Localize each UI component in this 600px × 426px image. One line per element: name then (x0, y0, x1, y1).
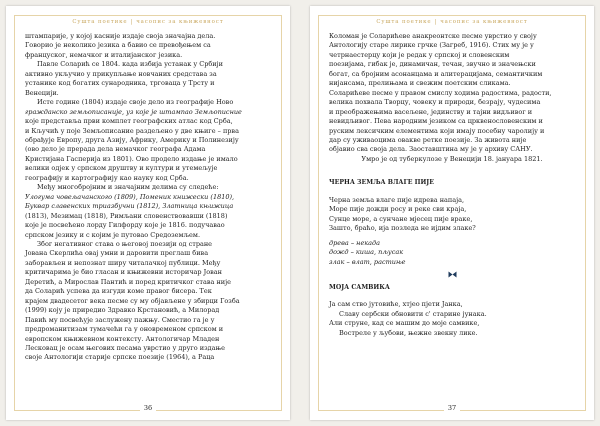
header-journal-subtitle: часопис за књижевност (440, 19, 528, 25)
text-line: поезијама, гибак је, динамичан, течан, звучно и значењски (329, 60, 536, 69)
header-journal-title: Сушта поетике (72, 19, 128, 25)
text-line: Исте године (1804) издаје своје дело из географије Ново (37, 98, 234, 107)
text-line: и преображењима васељене, јединству и тајни видљивог и (329, 107, 533, 116)
text-line: крајем двадесетог века песме су му објављене у збирци Гозба (25, 296, 240, 305)
text-line: Коломан је Соларићеве анакреонтске песме уврстио у своју (329, 32, 537, 40)
text-line: руским лексичким елементима који имају посебну чаролију и (329, 126, 545, 135)
paragraph (25, 60, 271, 98)
poem-line: Ја сам ство јутовиће, хтјео пјети Јанка, (329, 300, 463, 309)
text-line: предроманитизам тумачећи га у оновременом српском и (25, 325, 224, 334)
header-separator: | (130, 19, 134, 25)
paragraph (25, 240, 271, 363)
text-line: и Кључић у поје Земљописание раздељено у две књиге – прва (25, 126, 239, 135)
text-line: француског, немачког и италијанског језика. (25, 50, 183, 59)
text-line: велики одјек у српском друштву и култури и утемељује (25, 164, 218, 173)
page-number: 36 (15, 404, 281, 412)
gloss-line: дожд – киша, пљусак (329, 248, 404, 257)
left-page-content (25, 32, 271, 363)
text-line: своје Антологији старије српске поезије (1964), а Раца (25, 353, 215, 362)
text-line: Букваp славенских триазбучни (1812), Златница књижица (25, 202, 234, 211)
text-line: Међу многобројним и значајним делима су следеће: (37, 183, 219, 192)
text-line: невидљивог. Пева народним језиком са црквенословенским и (329, 117, 543, 126)
text-line: (1813), Мезимац (1818), Римљани словенствовавши (1818) (25, 211, 228, 220)
poem-line: Востреле у љубови, њежне звекну лике. (339, 328, 478, 337)
text-line: Деретић, а Мирослав Пантић и поред критичког става није (25, 277, 232, 286)
poem-line: Черна земља влаге пије идрева напаја, (329, 195, 465, 204)
poem-line: Али струне, кад се машим до моје самвике, (329, 319, 480, 328)
page-number: 37 (319, 404, 585, 412)
header-journal-title: Сушта поетике (376, 19, 432, 25)
text-line: критичарима је био гласан и књижевни историчар Јован (25, 268, 222, 277)
text-line: (ово дело је прерада дела немачког географа Адама (25, 145, 206, 154)
text-line: да Соларић успева да изгуди коме правог бисера. Тек (25, 287, 212, 296)
text-line: Јована Скерлића овај умни и даровити преглаш бива (25, 249, 209, 258)
text-line: дар су уживаоцима овакве ретке поезије. За живота није (329, 135, 527, 144)
running-header (15, 19, 281, 25)
text-line: заборављен и непознат ширу читалачкој публици. Међу (25, 258, 221, 267)
paragraph (25, 98, 271, 183)
text-line: устанике код богатих сународника, трговаца у Трсту и (25, 79, 215, 88)
poem-line: Зашто, браћо, ија позледа не ијдим злаке? (329, 224, 476, 233)
text-line: Павле Соларић се 1804. када избија устанак у Србији (37, 60, 223, 69)
text-line: гражданско земљописаније, уз које је штампао Земљописние (25, 107, 242, 116)
header-journal-subtitle: часопис за књижевност (136, 19, 224, 25)
text-line: Улогума човељачанского (1809), Поменик книжески (1810), (25, 192, 235, 201)
running-header (319, 19, 585, 25)
paragraph (329, 32, 575, 155)
text-line: нијансама, прелињама и свежим поетским сликама. (329, 79, 511, 88)
text-line: Соларићеве песме у правом смислу ходима радостима, радости, (329, 88, 552, 97)
text-line: штампарије, у којој касније издаје своја значајна дела. (25, 32, 216, 40)
gloss-line: злак – влат, растиње (329, 257, 406, 266)
text-line: објавио сва своја дела. Заоставштина му је у архиву САНУ. (329, 145, 533, 154)
gloss-line: древа – некада (329, 238, 381, 247)
text-line: које представља први комплет географских атлас код Срба, (25, 117, 233, 126)
right-page-content (329, 32, 575, 338)
text-line: активно укључио у прикупљање новчаних средстава за (25, 69, 217, 78)
header-separator: | (434, 19, 438, 25)
poem-line: Славу сербски обновити с' старине јунака. (339, 309, 487, 318)
text-line: европском књижевном контексту. Антологичар Младен (25, 334, 220, 343)
poem (329, 196, 575, 267)
text-line: Антологију старе лирике грчке (Загреб, 1916). Стих му је у (329, 41, 534, 50)
left-page (6, 6, 290, 420)
text-line: (1999) коју је приредио Здравко Крстановић, а Милорад (25, 306, 220, 315)
text-line: Због негативног става о његовој поезији од стране (37, 239, 213, 248)
text-line: Павић му посвећује заслужену пажњу. Сместио га је у (25, 315, 215, 324)
ornament-icon (329, 270, 575, 279)
paragraph (25, 32, 271, 60)
poem-title: МОЈА САМВИКА (329, 283, 390, 291)
text-line: велика похвала Творцу, човеку и природи, безрају, чудесима (329, 98, 541, 107)
text-line: Лесковац је осам његових песама уврстио у друго издање (25, 343, 225, 352)
text-line: богат, са бројним асонанцама и алитерацијама, семантичким (329, 69, 543, 78)
text-line: географију и картографију као науку код Срба. (25, 173, 189, 182)
poem-line: Море пије дожди росу и реке сви краја, (329, 205, 467, 214)
text-line: које је посвећено лорду Гилфорду које је 1816. подучавао (25, 221, 225, 230)
poem (329, 300, 575, 338)
text-line: српском језику и с којим је путовао Средоземљем. (25, 230, 201, 239)
text-line: четрнаестерцу који је редак у српској и словенским (329, 50, 510, 59)
text-line: Умро је од туберкулозе у Венецији 18. јануара 1821. (361, 154, 543, 163)
text-line: обрађује Европу, друга Азију, Африку, Америку и Полинезију (25, 135, 239, 144)
poem-line: Сунце море, а сунчане мјесец пије враке, (329, 214, 473, 223)
text-line: Кристијана Гасперија из 1801). Ово продело издање је имало (25, 154, 238, 163)
text-line: Говорио је неколико језика а бавио се превођењем са (25, 41, 211, 50)
right-page (310, 6, 594, 420)
poem-title: ЧЕРНА ЗЕМЉА ВЛАГЕ ПИЈЕ (329, 179, 434, 187)
text-line: Венецији. (25, 88, 59, 97)
paragraph (25, 183, 271, 240)
